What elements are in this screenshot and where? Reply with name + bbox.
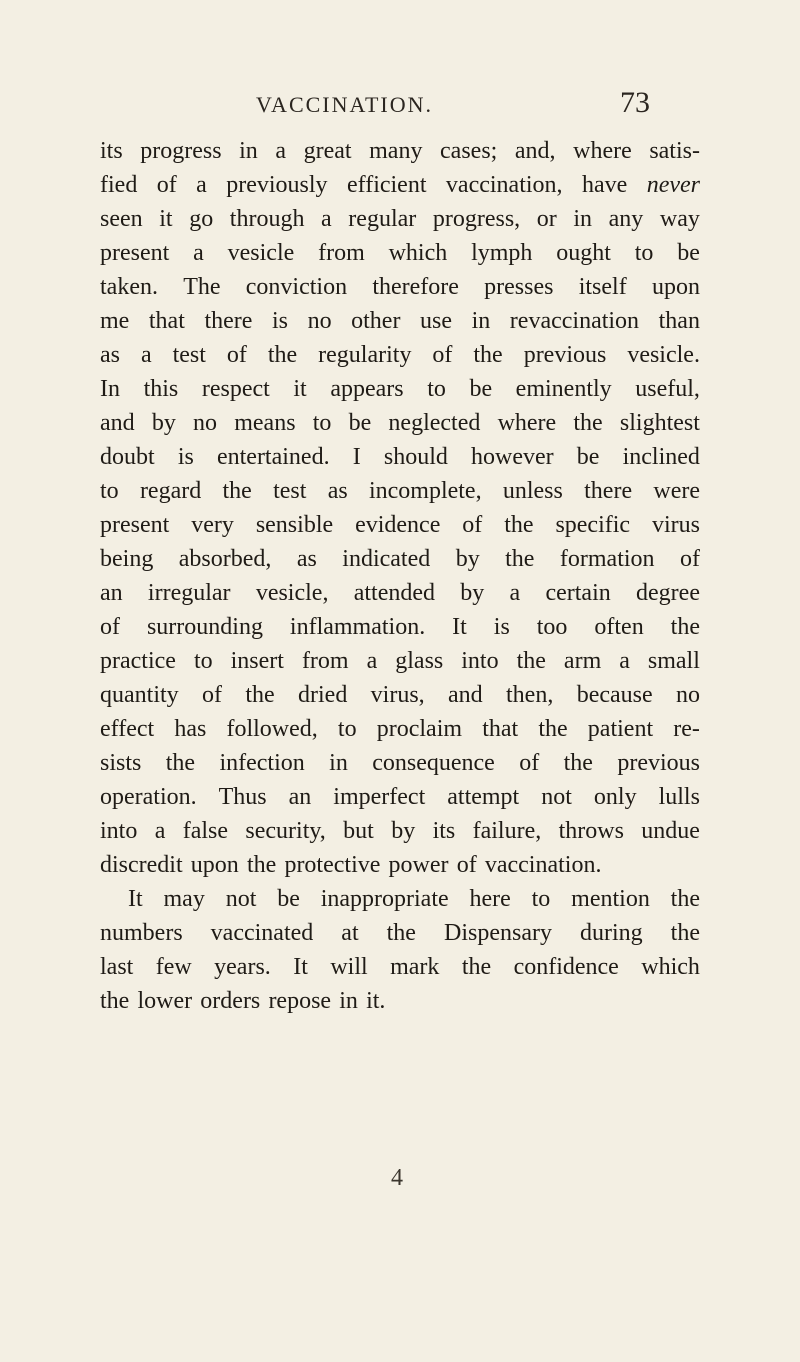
word: itself <box>578 274 627 300</box>
word: followed, <box>226 716 318 742</box>
word: the <box>461 954 492 980</box>
word: by <box>391 818 416 844</box>
text-line <box>100 440 700 474</box>
word: of <box>100 614 120 640</box>
word: Dispensary <box>443 920 552 946</box>
word: a <box>619 648 630 674</box>
word: a <box>509 580 521 606</box>
word: and, <box>514 138 556 164</box>
word: lymph <box>471 240 533 266</box>
word: be <box>277 886 300 912</box>
word: where <box>497 410 557 436</box>
word: slightest <box>619 410 700 436</box>
word: the <box>504 512 534 538</box>
word: into <box>100 818 138 844</box>
word: of <box>462 512 483 538</box>
text-line <box>100 338 700 372</box>
word: an <box>288 784 312 810</box>
word: in <box>329 750 348 776</box>
word: the <box>670 614 700 640</box>
word: the <box>538 716 568 742</box>
word: being <box>100 546 154 572</box>
word: attended <box>353 580 436 606</box>
word: glass <box>395 648 444 674</box>
word: it <box>293 376 307 402</box>
word: during <box>579 920 643 946</box>
word: and <box>100 410 135 436</box>
text-line <box>100 746 700 780</box>
word: false <box>182 818 229 844</box>
word: It <box>452 614 467 640</box>
word: have <box>581 172 628 198</box>
word: no <box>307 308 332 334</box>
word: arm <box>563 648 602 674</box>
word: It <box>293 954 308 980</box>
word: the <box>100 988 130 1014</box>
word: means <box>234 410 296 436</box>
word: into <box>461 648 499 674</box>
word: which <box>388 240 448 266</box>
word: go <box>189 206 214 232</box>
word: through <box>229 206 305 232</box>
word: use <box>420 308 452 334</box>
word: quantity <box>100 682 179 708</box>
word: conviction <box>245 274 348 300</box>
word: protective <box>284 852 381 878</box>
word: it <box>159 206 173 232</box>
word: a <box>196 172 207 198</box>
word: than <box>658 308 700 334</box>
word: test <box>273 478 307 504</box>
text-line <box>100 576 700 610</box>
text-line <box>100 678 700 712</box>
word: seen <box>100 206 143 232</box>
word: effect <box>100 716 155 742</box>
word: taken. <box>100 274 158 300</box>
word: never <box>646 172 700 198</box>
word: at <box>341 920 359 946</box>
word: previously <box>226 172 328 198</box>
word: confidence <box>513 954 619 980</box>
word: throws <box>558 818 624 844</box>
word: however <box>471 444 554 470</box>
word: its <box>432 818 456 844</box>
word: upon <box>651 274 700 300</box>
word: the <box>670 920 700 946</box>
word: a <box>275 138 287 164</box>
word: entertained. <box>216 444 330 470</box>
word: eminently <box>515 376 612 402</box>
word: attempt <box>447 784 520 810</box>
word: previous <box>617 750 700 776</box>
word: to <box>193 648 213 674</box>
text-line <box>100 270 700 304</box>
word: not <box>541 784 572 810</box>
word: then, <box>506 682 554 708</box>
word: efficient <box>346 172 427 198</box>
word: here <box>469 886 511 912</box>
word: indicated <box>342 546 431 572</box>
word: that <box>482 716 519 742</box>
word: should <box>383 444 448 470</box>
word: inappropriate <box>320 886 449 912</box>
word: certain <box>545 580 611 606</box>
word: may <box>163 886 205 912</box>
word: were <box>653 478 700 504</box>
signature-mark: 4 <box>391 1165 403 1191</box>
word: It <box>128 886 143 912</box>
word: a <box>366 648 378 674</box>
word: useful, <box>635 376 700 402</box>
word: not <box>225 886 257 912</box>
word: power <box>388 852 449 878</box>
text-line <box>100 644 700 678</box>
word: vaccination, <box>445 172 563 198</box>
word: presses <box>484 274 554 300</box>
word: regularity <box>318 342 412 368</box>
text-line <box>100 508 700 542</box>
word: proclaim <box>376 716 463 742</box>
word: there <box>584 478 633 504</box>
word: to <box>337 716 357 742</box>
word: the <box>386 920 416 946</box>
word: only <box>593 784 637 810</box>
text-line <box>100 780 700 814</box>
word: to <box>100 478 119 504</box>
word: to <box>312 410 332 436</box>
word: the <box>222 478 252 504</box>
word: insert <box>230 648 284 674</box>
word: its <box>100 138 123 164</box>
word: I <box>352 444 361 470</box>
text-line <box>100 168 700 202</box>
word: inflammation. <box>289 614 426 640</box>
word: unless <box>502 478 563 504</box>
word: a <box>140 342 152 368</box>
running-title: VACCINATION. <box>256 92 433 117</box>
word: is <box>177 444 194 470</box>
word: be <box>677 240 700 266</box>
word: there <box>204 308 253 334</box>
word: which <box>641 954 700 980</box>
word: the <box>505 546 535 572</box>
word: previous <box>523 342 607 368</box>
word: mention <box>571 886 650 912</box>
word: undue <box>641 818 700 844</box>
word: practice <box>100 648 176 674</box>
word: respect <box>201 376 270 402</box>
text-line <box>100 542 700 576</box>
word: the <box>473 342 503 368</box>
word: as <box>100 342 120 368</box>
word: upon <box>190 852 239 878</box>
word: no <box>193 410 218 436</box>
word: surrounding <box>146 614 263 640</box>
word: sensible <box>255 512 334 538</box>
text-line <box>100 712 700 746</box>
word: of <box>202 682 222 708</box>
word: is <box>493 614 510 640</box>
word: virus <box>651 512 700 538</box>
text-line <box>100 304 700 338</box>
word: this <box>143 376 179 402</box>
word: years. <box>214 954 271 980</box>
word: test <box>172 342 206 368</box>
text-line <box>100 372 700 406</box>
word: regard <box>139 478 202 504</box>
word: the <box>246 852 277 878</box>
word: many <box>369 138 423 164</box>
text-line <box>100 236 700 270</box>
word: In <box>100 376 120 402</box>
text-line <box>100 882 700 916</box>
word: repose <box>268 988 332 1014</box>
word: consequence <box>372 750 495 776</box>
word: cases; <box>440 138 498 164</box>
word: patient <box>587 716 654 742</box>
word: the <box>573 410 603 436</box>
word: re- <box>673 716 700 742</box>
word: from <box>301 648 349 674</box>
word: in <box>339 988 358 1014</box>
word: of <box>432 342 453 368</box>
word: me <box>100 308 130 334</box>
word: to <box>531 886 551 912</box>
word: be <box>576 444 600 470</box>
word: fied <box>100 172 138 198</box>
word: inclined <box>622 444 700 470</box>
word: security, <box>245 818 326 844</box>
word: incomplete, <box>368 478 482 504</box>
word: has <box>174 716 207 742</box>
word: the <box>563 750 593 776</box>
word: other <box>351 308 401 334</box>
word: lower <box>137 988 193 1014</box>
word: discredit <box>100 852 183 878</box>
word: small <box>647 648 700 674</box>
word: it. <box>366 988 386 1014</box>
word: by <box>455 546 480 572</box>
word: The <box>183 274 221 300</box>
word: of <box>679 546 700 572</box>
word: to <box>634 240 654 266</box>
word: present <box>100 512 170 538</box>
word: vaccination. <box>484 852 602 878</box>
word: but <box>343 818 374 844</box>
word: the <box>670 886 700 912</box>
word: in <box>471 308 491 334</box>
text-line <box>100 610 700 644</box>
word: sists <box>100 750 142 776</box>
word: evidence <box>355 512 441 538</box>
text-line <box>100 984 700 1018</box>
word: a <box>321 206 332 232</box>
text-line <box>100 814 700 848</box>
word: will <box>330 954 368 980</box>
word: progress <box>140 138 222 164</box>
word: that <box>148 308 185 334</box>
word: vaccinated <box>210 920 314 946</box>
text-line <box>100 474 700 508</box>
word: absorbed, <box>178 546 272 572</box>
word: as <box>296 546 317 572</box>
text-line <box>100 916 700 950</box>
text-line <box>100 950 700 984</box>
word: in <box>239 138 258 164</box>
word: orders <box>200 988 261 1014</box>
word: virus, <box>370 682 425 708</box>
word: ought <box>556 240 611 266</box>
word: vesicle <box>227 240 295 266</box>
word: formation <box>559 546 655 572</box>
word: by <box>151 410 176 436</box>
word: therefore <box>372 274 459 300</box>
word: too <box>536 614 568 640</box>
text-line <box>100 202 700 236</box>
word: as <box>327 478 348 504</box>
text-line <box>100 134 700 168</box>
word: vesicle. <box>627 342 700 368</box>
word: irregular <box>147 580 231 606</box>
word: be <box>469 376 493 402</box>
word: present <box>100 240 170 266</box>
word: the <box>245 682 275 708</box>
word: dried <box>298 682 348 708</box>
word: mark <box>390 954 440 980</box>
word: no <box>675 682 700 708</box>
word: vesicle, <box>255 580 329 606</box>
word: numbers <box>100 920 183 946</box>
word: regular <box>348 206 417 232</box>
word: and <box>448 682 483 708</box>
word: is <box>271 308 288 334</box>
word: great <box>303 138 352 164</box>
word: last <box>100 954 134 980</box>
word: the <box>267 342 298 368</box>
word: to <box>427 376 446 402</box>
word: appears <box>330 376 404 402</box>
word: in <box>573 206 593 232</box>
word: Thus <box>218 784 267 810</box>
word: any <box>608 206 644 232</box>
word: of <box>519 750 540 776</box>
word: doubt <box>100 444 155 470</box>
word: of <box>226 342 247 368</box>
word: neglected <box>388 410 481 436</box>
word: way <box>659 206 700 232</box>
word: satis- <box>649 138 700 164</box>
word: where <box>573 138 632 164</box>
word: or <box>536 206 557 232</box>
word: infection <box>219 750 305 776</box>
word: be <box>348 410 372 436</box>
word: often <box>594 614 644 640</box>
word: of <box>456 852 477 878</box>
word: very <box>191 512 234 538</box>
word: of <box>156 172 177 198</box>
word: the <box>165 750 196 776</box>
word: a <box>154 818 166 844</box>
word: degree <box>636 580 700 606</box>
page-number: 73 <box>620 86 650 119</box>
body-text <box>100 134 700 1018</box>
word: by <box>460 580 485 606</box>
word: a <box>193 240 204 266</box>
word: few <box>155 954 192 980</box>
word: because <box>576 682 653 708</box>
word: imperfect <box>333 784 426 810</box>
word: an <box>100 580 123 606</box>
word: revaccination <box>509 308 640 334</box>
word: failure, <box>472 818 542 844</box>
word: specific <box>555 512 631 538</box>
word: the <box>516 648 546 674</box>
word: operation. <box>100 784 197 810</box>
word: lulls <box>658 784 700 810</box>
text-line <box>100 406 700 440</box>
word: progress, <box>432 206 521 232</box>
text-line <box>100 848 700 882</box>
word: from <box>318 240 365 266</box>
